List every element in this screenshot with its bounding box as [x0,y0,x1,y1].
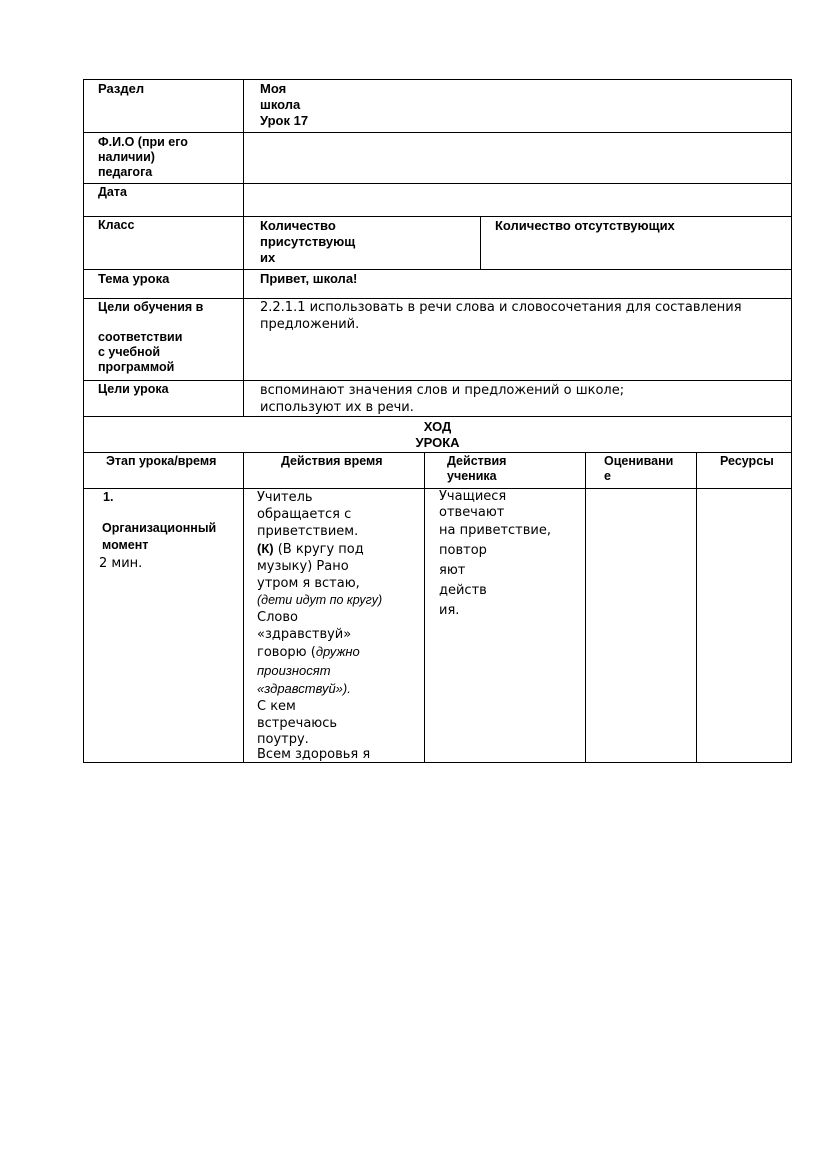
stage-time: 2 мин. [99,556,143,571]
class-row [84,217,792,270]
topic-value: Привет, школа! [244,270,792,299]
header-student-actions: Действия ученика [425,453,586,489]
lesson-course-title: ХОД УРОКА [84,417,792,453]
topic-row [84,270,792,299]
stage-name-line-2: момент [102,538,149,552]
section-value: Моя школа Урок 17 [244,80,792,133]
class-label: Класс [84,217,244,270]
learning-goals-value: 2.2.1.1 использовать в речи слова и словосочетания для составления предложений. [244,299,792,381]
lesson-goals-label: Цели урока [84,381,244,417]
present-count-label: Количество присутствующ их [244,217,481,270]
date-label: Дата [84,184,244,217]
stage-row-1 [84,489,792,763]
teacher-name-value[interactable] [244,133,792,184]
stage-number: 1. [103,490,114,504]
stage-cell [84,489,244,763]
header-teacher-actions: Действия время [244,453,425,489]
student-actions-cell: Учащиеся отвечают на приветствие, повтор яют действ ия. [425,489,586,763]
lesson-goals-row [84,381,792,417]
teacher-name-label: Ф.И.О (при его наличии) педагога [84,133,244,184]
teacher-actions-cell: Учитель обращается с приветствием. (К) (В кругу под музыку) Рано утром я встаю, (дети идут по кругу) Слово «здравствуй» говорю (дружно произносят «здравствуй»). С кем встречаюсь поутру. Всем здоровья я [244,489,425,763]
teacher-name-row [84,133,792,184]
lesson-goals-value: вспоминают значения слов и предложений о школе; используют их в речи. [244,381,792,417]
absent-count-label: Количество отсутствующих [481,217,792,270]
topic-label: Тема урока [84,270,244,299]
section-label: Раздел [84,80,244,133]
assessment-cell[interactable] [586,489,697,763]
resources-cell[interactable] [697,489,792,763]
learning-goals-label: Цели обучения в соответствии с учебной программой [84,299,244,381]
date-row [84,184,792,217]
section-row [84,80,792,133]
header-resources: Ресурсы [697,453,792,489]
header-stage: Этап урока/время [84,453,244,489]
header-assessment: Оценивани е [586,453,697,489]
lesson-course-title-row [84,417,792,453]
course-header-row [84,453,792,489]
stage-name-line-1: Организационный [102,521,217,535]
date-value[interactable] [244,184,792,217]
lesson-plan-table [83,79,792,763]
learning-goals-row [84,299,792,381]
